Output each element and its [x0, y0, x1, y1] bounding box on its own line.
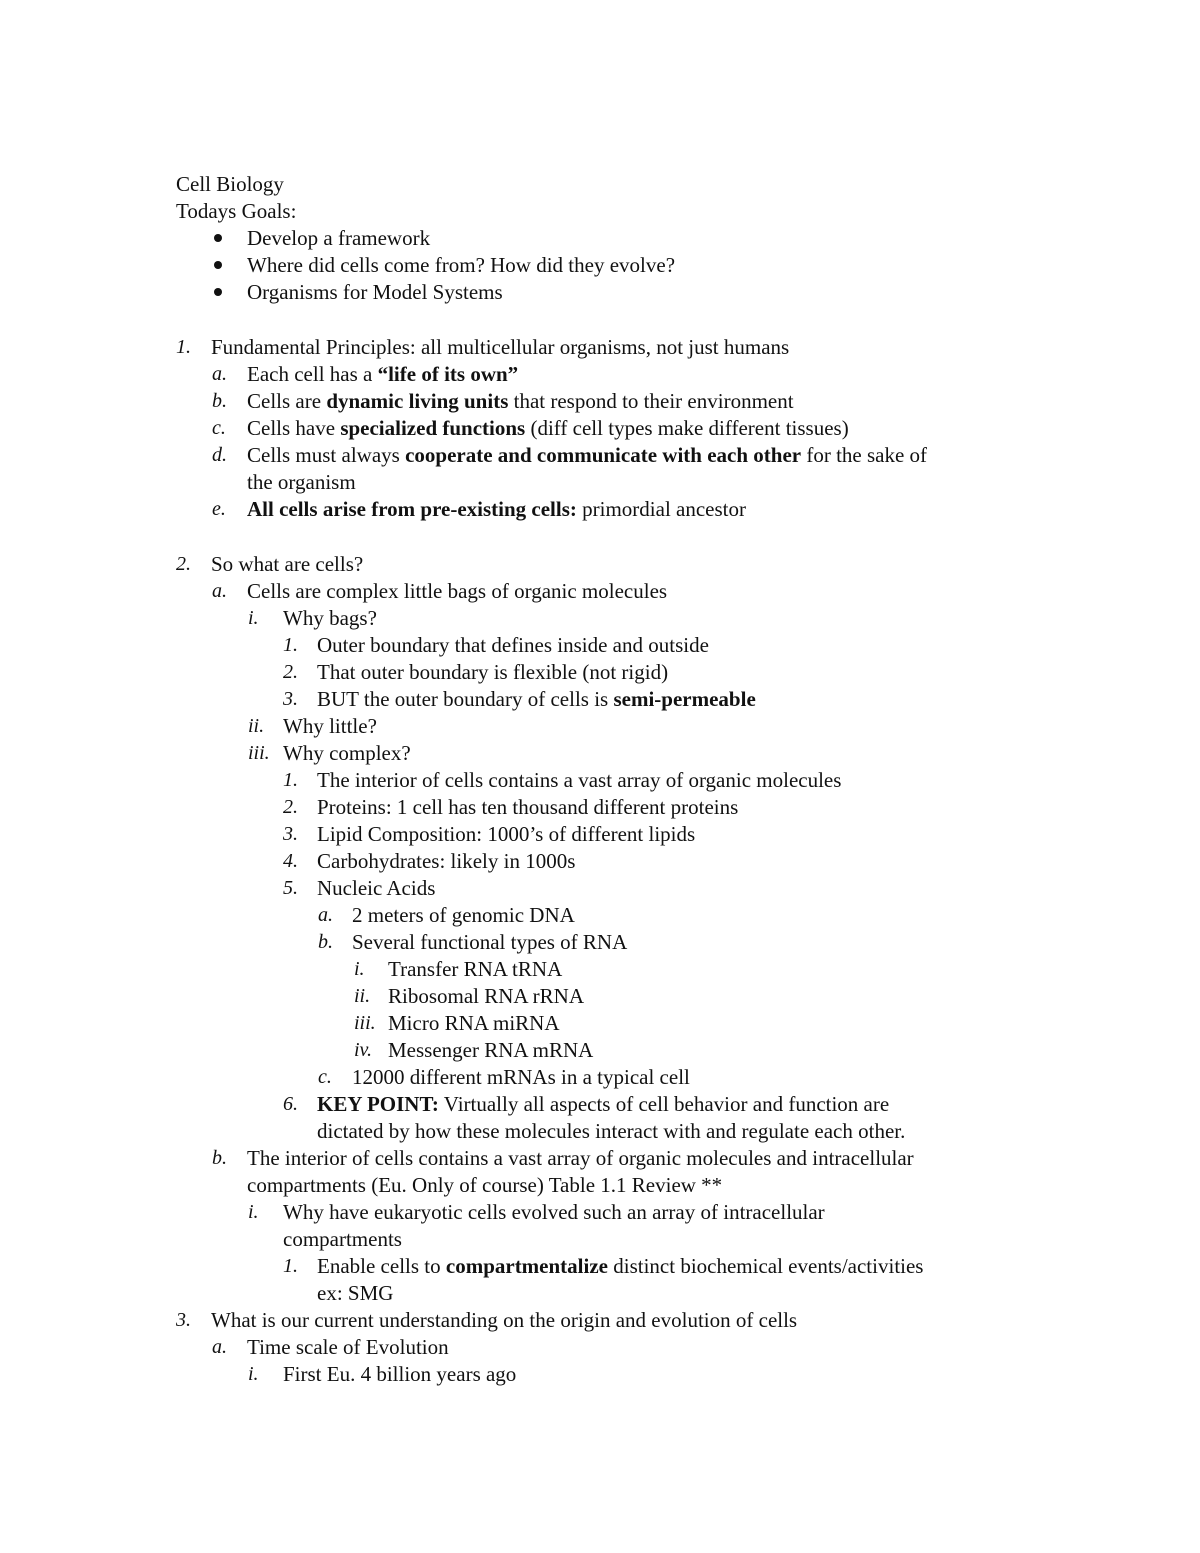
list-item: First Eu. 4 billion years ago	[283, 1362, 517, 1386]
list-marker: d.	[212, 444, 227, 466]
list-marker: a.	[212, 580, 227, 602]
list-item-continuation: the organism	[247, 470, 356, 494]
list-marker: 3.	[283, 823, 298, 845]
list-item: Transfer RNA tRNA	[388, 957, 563, 981]
list-marker: i.	[248, 607, 259, 629]
list-marker: 6.	[283, 1093, 298, 1115]
list-item: Micro RNA miRNA	[388, 1011, 560, 1035]
goal-item: Develop a framework	[247, 226, 431, 250]
list-marker: 2.	[283, 796, 298, 818]
bullet-icon	[214, 288, 222, 296]
list-item: Why little?	[283, 714, 377, 738]
list-marker: i.	[248, 1363, 259, 1385]
bold-term: specialized functions	[340, 416, 526, 440]
list-item: Cells have specialized functions (diff cell types make different tissues)	[247, 416, 849, 440]
goal-item: Where did cells come from? How did they evolve?	[247, 253, 676, 277]
list-marker: b.	[212, 1147, 227, 1169]
list-item: Ribosomal RNA rRNA	[388, 984, 585, 1008]
list-marker: a.	[212, 363, 227, 385]
bullet-icon	[214, 234, 222, 242]
list-item: Enable cells to compartmentalize distinct biochemical events/activities	[317, 1254, 924, 1278]
list-item: Why bags?	[283, 606, 377, 630]
list-item: Cells are dynamic living units that respond to their environment	[247, 389, 794, 413]
list-marker: a.	[212, 1336, 227, 1358]
list-item: Outer boundary that defines inside and outside	[317, 633, 709, 657]
list-item: The interior of cells contains a vast array of organic molecules	[317, 768, 842, 792]
list-marker: c.	[212, 417, 226, 439]
list-marker: 1.	[283, 769, 298, 791]
list-marker: ii.	[354, 985, 371, 1007]
list-item: The interior of cells contains a vast array of organic molecules and intracellular	[247, 1146, 914, 1170]
key-point: KEY POINT: Virtually all aspects of cell behavior and function are	[317, 1092, 890, 1116]
bold-term: cooperate and communicate with each other	[405, 443, 802, 467]
list-item: Several functional types of RNA	[352, 930, 628, 954]
document-title: Cell Biology	[176, 172, 284, 196]
list-item: Messenger RNA mRNA	[388, 1038, 594, 1062]
bold-term: semi-permeable	[613, 687, 756, 711]
bold-term: compartmentalize	[445, 1254, 608, 1278]
list-marker: e.	[212, 498, 226, 520]
list-item: Nucleic Acids	[317, 876, 436, 900]
section-heading: What is our current understanding on the origin and evolution of cells	[211, 1308, 798, 1332]
list-item-continuation: compartments	[283, 1227, 402, 1251]
list-marker: 2.	[176, 553, 191, 575]
list-item: Why complex?	[283, 741, 411, 765]
list-marker: 1.	[176, 336, 191, 358]
list-item: 2 meters of genomic DNA	[352, 903, 575, 927]
list-marker: iii.	[248, 742, 270, 764]
list-marker: ii.	[248, 715, 265, 737]
list-marker: i.	[354, 958, 365, 980]
list-marker: 1.	[283, 634, 298, 656]
goal-item: Organisms for Model Systems	[247, 280, 503, 304]
list-item-continuation: compartments (Eu. Only of course) Table 1.1 Review **	[247, 1173, 723, 1197]
list-marker: i.	[248, 1201, 259, 1223]
bold-term: All cells arise from pre-existing cells:	[247, 497, 577, 521]
list-item: All cells arise from pre-existing cells: primordial ancestor	[247, 497, 746, 521]
list-item: Proteins: 1 cell has ten thousand different proteins	[317, 795, 739, 819]
list-item: Each cell has a “life of its own”	[247, 362, 519, 386]
list-marker: b.	[318, 931, 333, 953]
list-item-continuation: ex: SMG	[317, 1281, 394, 1305]
list-item: BUT the outer boundary of cells is semi-permeable	[317, 687, 756, 711]
list-item: Time scale of Evolution	[247, 1335, 449, 1359]
list-item-continuation: dictated by how these molecules interact with and regulate each other.	[317, 1119, 906, 1143]
list-marker: iii.	[354, 1012, 376, 1034]
list-marker: a.	[318, 904, 333, 926]
bullet-icon	[214, 261, 222, 269]
list-marker: 3.	[176, 1309, 191, 1331]
list-item: Cells must always cooperate and communicate with each other for the sake of	[247, 443, 928, 467]
bold-term: “life of its own”	[377, 362, 519, 386]
list-marker: 3.	[283, 688, 298, 710]
list-item: Why have eukaryotic cells evolved such an array of intracellular	[283, 1200, 825, 1224]
list-marker: c.	[318, 1066, 332, 1088]
list-item: That outer boundary is flexible (not rigid)	[317, 660, 669, 684]
bold-term: KEY POINT:	[317, 1092, 439, 1116]
list-item: Lipid Composition: 1000’s of different lipids	[317, 822, 696, 846]
list-item: Cells are complex little bags of organic molecules	[247, 579, 668, 603]
goals-heading: Todays Goals:	[176, 199, 297, 223]
list-marker: b.	[212, 390, 227, 412]
section-heading: Fundamental Principles: all multicellular organisms, not just humans	[211, 335, 790, 359]
list-marker: 5.	[283, 877, 298, 899]
list-item: 12000 different mRNAs in a typical cell	[352, 1065, 690, 1089]
section-heading: So what are cells?	[211, 552, 364, 576]
list-marker: iv.	[354, 1039, 372, 1061]
list-marker: 1.	[283, 1255, 298, 1277]
bold-term: dynamic living units	[326, 389, 509, 413]
list-marker: 2.	[283, 661, 298, 683]
list-marker: 4.	[283, 850, 298, 872]
list-item: Carbohydrates: likely in 1000s	[317, 849, 576, 873]
